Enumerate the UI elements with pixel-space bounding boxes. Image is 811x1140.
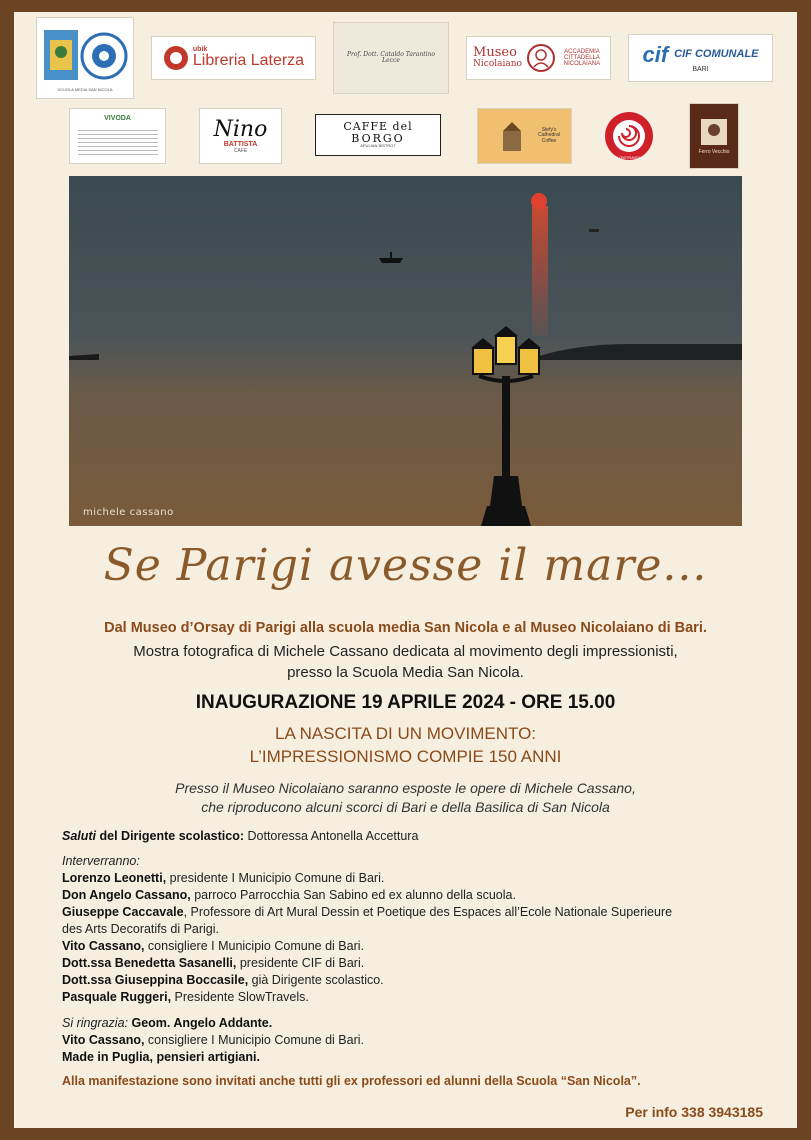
logo-scuola: SCUOLA MEDIA SAN NICOLA <box>36 17 134 99</box>
logo-vivoda: VIVODA <box>69 108 166 164</box>
photo-image <box>69 176 742 526</box>
speaker-row: Don Angelo Cassano, parroco Parrocchia San Sabino ed ex alunno della scuola. <box>62 888 516 902</box>
snail-shell-icon <box>604 111 654 161</box>
interverranno-label: Interverranno: <box>62 854 140 868</box>
saint-nicholas-icon <box>526 43 556 73</box>
logo-cif-comunale: cif CIF COMUNALE BARI <box>628 34 773 82</box>
logo-museo-nicolaiano: Museo Nicolaiano ACCADEMIA CITTADELLA NICOLAIANA <box>466 36 611 80</box>
logo-nino-battista: Nino BATTISTA CAFE <box>199 108 282 164</box>
thanks-row: Si ringrazia: Geom. Angelo Addante. <box>62 1016 273 1030</box>
logo-libreria-laterza: ubik Libreria Laterza <box>151 36 316 80</box>
thanks-block <box>62 1015 762 1066</box>
scuola-emblem-icon <box>40 24 130 88</box>
presso-line-1: Presso il Museo Nicolaiano saranno esposte le opere di Michele Cassano, <box>175 780 636 796</box>
speaker-row: Lorenzo Leonetti, presidente I Municipio Comune di Bari. <box>62 871 385 885</box>
speakers-block <box>62 853 762 1006</box>
subtitle: Dal Museo d’Orsay di Parigi alla scuola media San Nicola e al Museo Nicolaiano di Bari. <box>104 620 707 636</box>
ferro-portrait-icon <box>699 117 729 147</box>
logo-cathedral-coffee: Stefy's Cathedral Coffee <box>477 108 572 164</box>
invite-line: Alla manifestazione sono invitati anche tutti gli ex professori ed alunni della Scuola “San Nicola”. <box>62 1074 641 1088</box>
info-phone: Per info 338 3943185 <box>625 1104 763 1120</box>
speaker-row: Dott.ssa Benedetta Sasanelli, presidente CIF di Bari. <box>62 956 365 970</box>
cif-mark: cif <box>642 41 669 67</box>
libreria-emblem-icon <box>163 45 189 71</box>
presso-line-2: che riproducono alcuni scorci di Bari e della Basilica di San Nicola <box>201 799 610 815</box>
description-line-1: Mostra fotografica di Michele Cassano dedicata al movimento degli impressionisti, <box>133 643 678 660</box>
logo-ferro-vecchio: Ferro Vecchio <box>689 103 739 169</box>
cathedral-icon <box>495 119 529 153</box>
speaker-row: des Arts Decoratifs di Parigi. <box>62 922 220 936</box>
logo-slowtravels: SLOWTRAVELS <box>601 108 657 164</box>
vivoda-text-lines <box>78 127 158 157</box>
saluti-line: Saluti del Dirigente scolastico: Dottoressa Antonella Accettura <box>62 829 419 843</box>
poster-paper <box>14 12 797 1128</box>
speaker-row: Giuseppe Caccavale, Professore di Art Mural Dessin et Poetique des Espaces all’Ecole Nationale Superieure <box>62 905 673 919</box>
seascape-photo <box>69 176 742 526</box>
speaker-row: Dott.ssa Giuseppina Boccasile, già Dirigente scolastico. <box>62 973 384 987</box>
logo-business-card: Prof. Dott. Cataldo Tarantino Lecce <box>333 22 449 94</box>
thanks-row: Vito Cassano, consigliere I Municipio Comune di Bari. <box>62 1033 364 1047</box>
speaker-row: Vito Cassano, consigliere I Municipio Comune di Bari. <box>62 939 364 953</box>
inauguration-date: INAUGURAZIONE 19 APRILE 2024 - ORE 15.00 <box>195 692 616 713</box>
poster-title: Se Parigi avesse il mare... <box>103 540 708 591</box>
nascita-line-2: L’IMPRESSIONISMO COMPIE 150 ANNI <box>249 747 562 766</box>
speaker-row: Pasquale Ruggeri, Presidente SlowTravels. <box>62 990 309 1004</box>
description-line-2: presso la Scuola Media San Nicola. <box>287 664 524 681</box>
logo-caffe-del-borgo: CAFFE del BORGO APULIAN BISTROT <box>315 114 441 156</box>
photo-credit: michele cassano <box>83 507 174 518</box>
nascita-line-1: LA NASCITA DI UN MOVIMENTO: <box>274 724 537 743</box>
thanks-row: Made in Puglia, pensieri artigiani. <box>62 1050 260 1064</box>
